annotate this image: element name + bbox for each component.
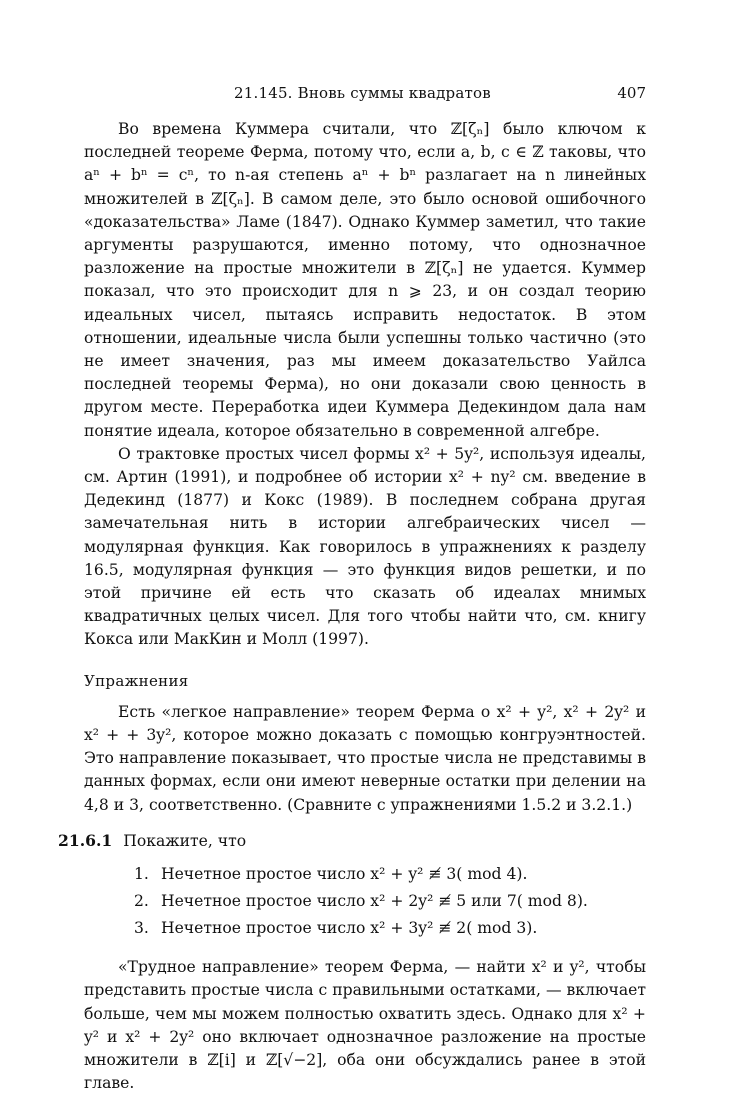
section-title: Упражнения: [84, 671, 189, 690]
running-header: [84, 84, 646, 106]
item-text: Нечетное простое число x² + y² ≢ 3( mod 4).: [160, 865, 528, 884]
list-item: [134, 861, 646, 888]
exercise-block: [58, 829, 646, 853]
exercises-intro: Есть «легкое направление» теорем Ферма о x² + y², x² + 2y² и x² + + 3y², которое можно доказать с помощью конгруэнтностей. Это направление показывает, что простые числа не представимы в данных формах, если они имеют неверные остатки при делении на 4,8 и 3, соответственно. (Сравните с упражнениями 1.5.2 и 3.2.1.): [84, 702, 646, 814]
item-number: 2.: [134, 892, 149, 911]
paragraph-kummer: Во времена Куммера считали, что ℤ[ζₙ] было ключом к последней теореме Ферма, потому что, если a, b, c ∈ ℤ таковы, что aⁿ + bⁿ = cⁿ, то n-ая степень aⁿ + bⁿ разлагает на n линейных множителей в ℤ[ζₙ]. В самом деле, это было основой ошибочного «доказательства» Ламе (1847). Однако Куммер заметил, что такие аргументы разрушаются, именно потому, что однозначное разложение на простые множители в ℤ[ζₙ] не удается. Куммер показал, что это происходит для n ⩾ 23, и он создал теорию идеальных чисел, пытаясь исправить недостаток. В этом отношении, идеальные числа были успешны только частично (это не имеет значения, раз мы имеем доказательство Уайлса последней теоремы Ферма), но они доказали свою ценность в другом месте. Переработка идеи Куммера Дедекиндом дала нам понятие идеала, которое обязательно в современной алгебре.: [84, 120, 646, 440]
closing-paragraph: «Трудное направление» теорем Ферма, — найти x² и y², чтобы представить простые числа с правильными остатками, — включает больше, чем мы можем полностью охватить здесь. Однако для x² + y² и x² + 2y² оно включает однозначное разложение на простые множители в ℤ[i] и ℤ[√−2], оба они обсуждались ранее в этой главе.: [84, 958, 646, 1093]
exercise-number: 21.6.1: [58, 830, 113, 850]
page-body: [58, 118, 646, 1095]
page-number: 407: [617, 84, 646, 102]
item-text: Нечетное простое число x² + 3y² ≢ 2( mod 3).: [160, 919, 538, 938]
item-number: 3.: [134, 919, 149, 938]
exercise-items: [84, 861, 646, 942]
list-item: [134, 888, 646, 915]
paragraph-ideals: О трактовке простых чисел формы x² + 5y², используя идеалы, см. Артин (1991), и подробнее об истории x² + ny² см. введение в Дедекинд (1877) и Кокс (1989). В последнем собрана другая замечательная нить в истории алгебраических чисел — модулярная функция. Как говорилось в упражнениях к разделу 16.5, модулярная функция — это функция видов решетки, и по этой причине ей есть что сказать об идеалах мнимых квадратичных целых чисел. Для того чтобы найти что, см. книгу Кокса или МакКин и Молл (1997).: [84, 444, 646, 649]
header-title: 21.145. Вновь суммы квадратов: [234, 84, 491, 102]
item-text: Нечетное простое число x² + 2y² ≢ 5 или 7( mod 8).: [160, 892, 588, 911]
list-item: [134, 915, 646, 942]
item-number: 1.: [134, 865, 149, 884]
exercise-prompt: Покажите, что: [123, 831, 247, 850]
